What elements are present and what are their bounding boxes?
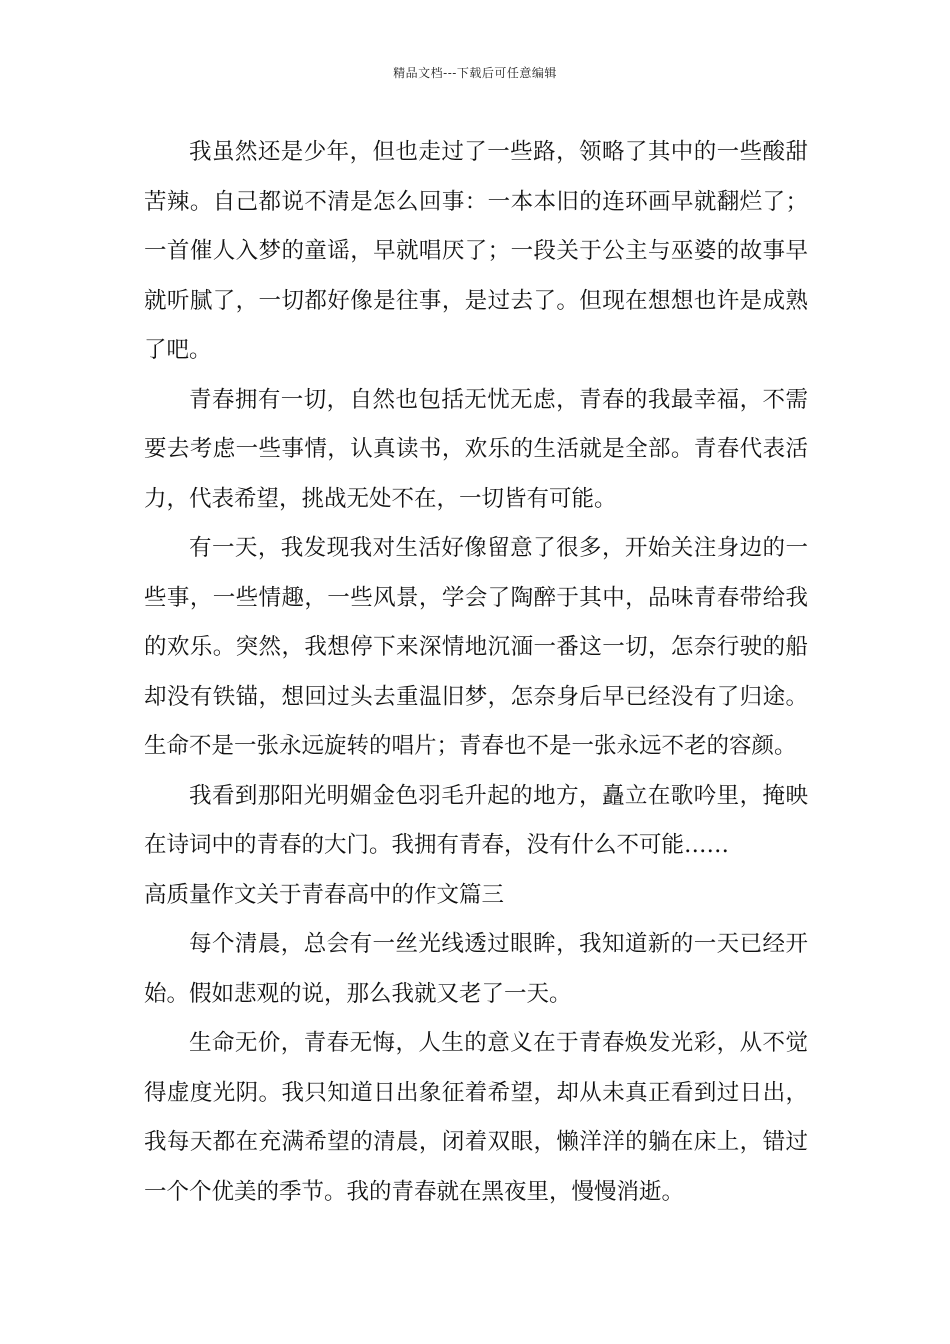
paragraph-4: 我看到那阳光明媚金色羽毛升起的地方，矗立在歌吟里，掩映在诗词中的青春的大门。我拥有青春，没有什么不可能…… (144, 782, 808, 858)
paragraph-3: 有一天，我发现我对生活好像留意了很多，开始关注身边的一些事，一些情趣，一些风景，学会了陶醉于其中，品味青春带给我的欢乐。突然，我想停下来深情地沉湎一番这一切，怎奈行驶的船却没有铁锚，想回过头去重温旧梦，怎奈身后早已经没有了归途。生命不是一张永远旋转的唱片；青春也不是一张永远不老的容颜。 (144, 535, 808, 759)
document-body (144, 128, 808, 1217)
paragraph-5: 每个清晨，总会有一丝光线透过眼眸，我知道新的一天已经开始。假如悲观的说，那么我就又老了一天。 (144, 931, 808, 1007)
paragraph-1: 我虽然还是少年，但也走过了一些路，领略了其中的一些酸甜苦辣。自己都说不清是怎么回事：一本本旧的连环画早就翻烂了；一首催人入梦的童谣，早就唱厌了；一段关于公主与巫婆的故事早就听腻了，一切都好像是往事，是过去了。但现在想想也许是成熟了吧。 (144, 139, 808, 363)
paragraph-6: 生命无价，青春无悔，人生的意义在于青春焕发光彩，从不觉得虚度光阴。我只知道日出象征着希望，却从未真正看到过日出，我每天都在充满希望的清晨，闭着双眼，懒洋洋的躺在床上，错过一个个优美的季节。我的青春就在黑夜里，慢慢消逝。 (144, 1030, 808, 1205)
page-header: 精品文档---下载后可任意编辑 (393, 66, 557, 80)
section-title: 高质量作文关于青春高中的作文篇三 (144, 881, 505, 908)
paragraph-2: 青春拥有一切，自然也包括无忧无虑，青春的我最幸福，不需要去考虑一些事情，认真读书，欢乐的生活就是全部。青春代表活力，代表希望，挑战无处不在，一切皆有可能。 (144, 386, 808, 512)
